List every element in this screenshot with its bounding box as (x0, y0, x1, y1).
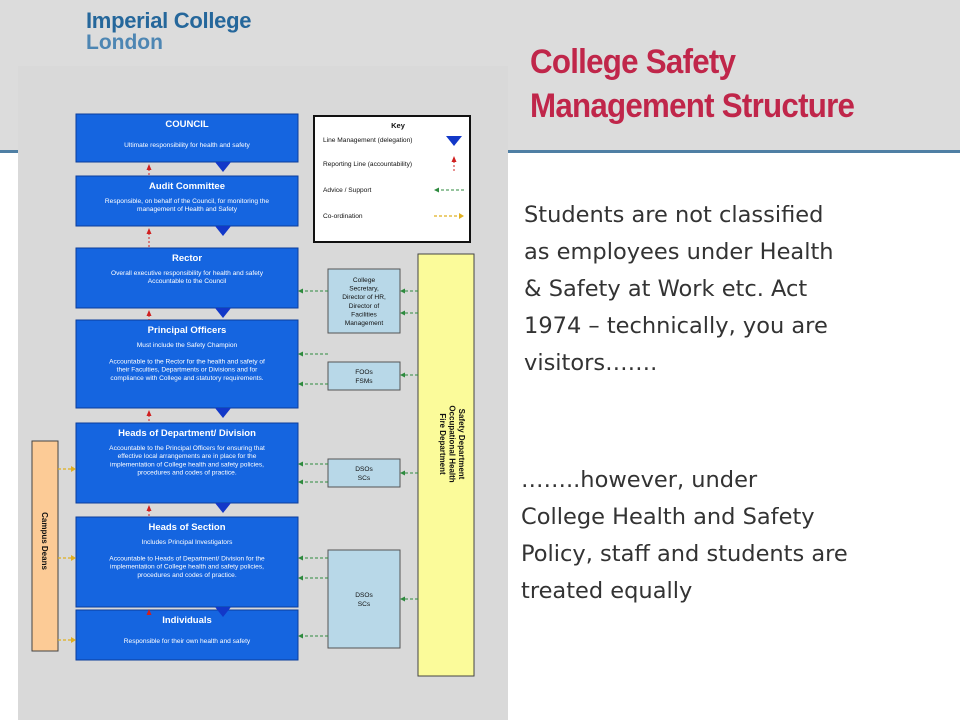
hierarchy-box-text: Includes Principal Investigators (141, 539, 233, 546)
title-line-1: College Safety (530, 43, 736, 81)
advice-line-head (400, 289, 405, 294)
hierarchy-box-title: Individuals (162, 615, 212, 626)
hierarchy-box-title: Heads of Department/ Division (118, 428, 256, 439)
hierarchy-box-text: Responsible for their own health and safety (123, 638, 251, 645)
safety-panel-text: Safety Department (457, 408, 466, 480)
hierarchy-box-title: COUNCIL (165, 119, 209, 130)
campus-panel-text: Campus Deans (40, 512, 49, 570)
advisory-box-text: Director of HR, (342, 294, 386, 302)
hierarchy-box-text: management of Health and Safety (136, 206, 238, 214)
key-box (314, 116, 470, 242)
slide-title (530, 40, 854, 128)
advice-line-head (298, 576, 303, 581)
line-management-arrow (215, 162, 231, 172)
key-title: Key (391, 121, 405, 130)
advice-line-head (298, 462, 303, 467)
hierarchy-box-text: Responsible, on behalf of the Council, for monitoring the (104, 198, 270, 205)
advisory-box-text: DSOs (355, 466, 373, 474)
hierarchy-box-text: Accountable to the Council (147, 278, 227, 286)
org-chart (18, 66, 508, 720)
safety-panel-text: Fire Department (438, 413, 447, 475)
hierarchy-box-text: effective local arrangements are in place for the (117, 453, 257, 461)
hierarchy-box-text: Accountable to the Rector for the health and safety of (109, 358, 265, 366)
advice-line-head (400, 373, 405, 378)
paragraph-line: as employees under Health (524, 239, 834, 265)
coordination-line-head (71, 637, 76, 643)
hierarchy-box-text: Accountable to Heads of Department/ Division for the (109, 555, 265, 563)
reporting-line-head (147, 164, 152, 170)
college-logo (86, 10, 251, 54)
paragraph-line: College Health and Safety (521, 504, 815, 530)
advice-line-head (298, 480, 303, 485)
coordination-line-head (71, 466, 76, 472)
safety-panel-label (438, 405, 466, 482)
advisory-box-text: Facilities (351, 311, 377, 319)
hierarchy-box-title: Heads of Section (148, 522, 226, 533)
advice-line-head (400, 597, 405, 602)
coordination-line-head (71, 555, 76, 561)
students-paragraph (524, 197, 954, 382)
advisory-box-text: DSOs (355, 592, 373, 600)
hierarchy-box-text: procedures and codes of practice. (137, 469, 237, 477)
key-item-label: Advice / Support (323, 187, 372, 194)
title-line-2: Management Structure (530, 87, 855, 125)
org-chart-panel (18, 66, 508, 720)
line-management-arrow (215, 503, 231, 513)
advice-line-head (298, 382, 303, 387)
policy-paragraph (521, 462, 951, 610)
logo-line-1: Imperial College (86, 8, 252, 33)
advice-line-head (298, 289, 303, 294)
advisory-box-text: SCs (357, 474, 371, 482)
hierarchy-box-text: compliance with College and statutory requirements. (110, 374, 264, 382)
advisory-box-text: SCs (357, 600, 371, 608)
line-management-arrow (215, 226, 231, 236)
campus-panel-label (40, 512, 49, 570)
hierarchy-box-text: implementation of College health and safety policies, (110, 563, 264, 571)
hierarchy-box-text: their Faculties, Departments or Divisions and for (116, 366, 258, 374)
paragraph-line: visitors……. (524, 350, 658, 376)
advisory-box-text: Management (344, 320, 384, 327)
advisory-box-text: FSMs (355, 377, 373, 385)
key-item-label: Line Management (delegation) (323, 137, 413, 144)
reporting-line-head (147, 310, 152, 316)
reporting-line-head (147, 228, 152, 234)
paragraph-line: 1974 – technically, you are (524, 313, 828, 339)
advice-line-head (400, 471, 405, 476)
advisory-box-text: Director of (348, 302, 380, 310)
hierarchy-box-text: Overall executive responsibility for health and safety (110, 270, 264, 277)
hierarchy-box-title: Rector (171, 253, 203, 264)
reporting-line-head (147, 505, 152, 511)
hierarchy-box-text: implementation of College health and safety policies, (110, 461, 264, 469)
line-management-arrow (215, 408, 231, 418)
safety-panel-text: Occupational Health (447, 405, 457, 483)
paragraph-line: treated equally (521, 578, 693, 604)
advice-line-head (298, 634, 303, 639)
advice-line-head (298, 556, 303, 561)
hierarchy-box-text: Accountable to the Principal Officers for ensuring that (109, 445, 265, 452)
paragraph-line: Policy, staff and students are (521, 541, 848, 567)
key-item-label: Co-ordination (323, 213, 363, 220)
hierarchy-box-text: procedures and codes of practice. (137, 571, 237, 579)
logo-line-2: London (86, 31, 163, 54)
advisory-box-text: Secretary, (349, 285, 379, 293)
hierarchy-box-title: Principal Officers (147, 325, 227, 336)
hierarchy-box-text: Must include the Safety Champion (136, 342, 238, 349)
advisory-box-text: FOOs (355, 369, 373, 377)
advice-line-head (298, 352, 303, 357)
paragraph-line: & Safety at Work etc. Act (524, 276, 808, 302)
reporting-line-head (147, 410, 152, 416)
advice-line-head (400, 311, 405, 316)
advisory-box-text: College (352, 277, 376, 284)
paragraph-line: ……..however, under (521, 467, 758, 493)
paragraph-line: Students are not classified (524, 202, 824, 228)
line-management-arrow (215, 308, 231, 318)
hierarchy-box-title: Audit Committee (149, 181, 225, 192)
key-item-label: Reporting Line (accountability) (323, 161, 413, 168)
hierarchy-box-text: Ultimate responsibility for health and safety (124, 142, 250, 149)
